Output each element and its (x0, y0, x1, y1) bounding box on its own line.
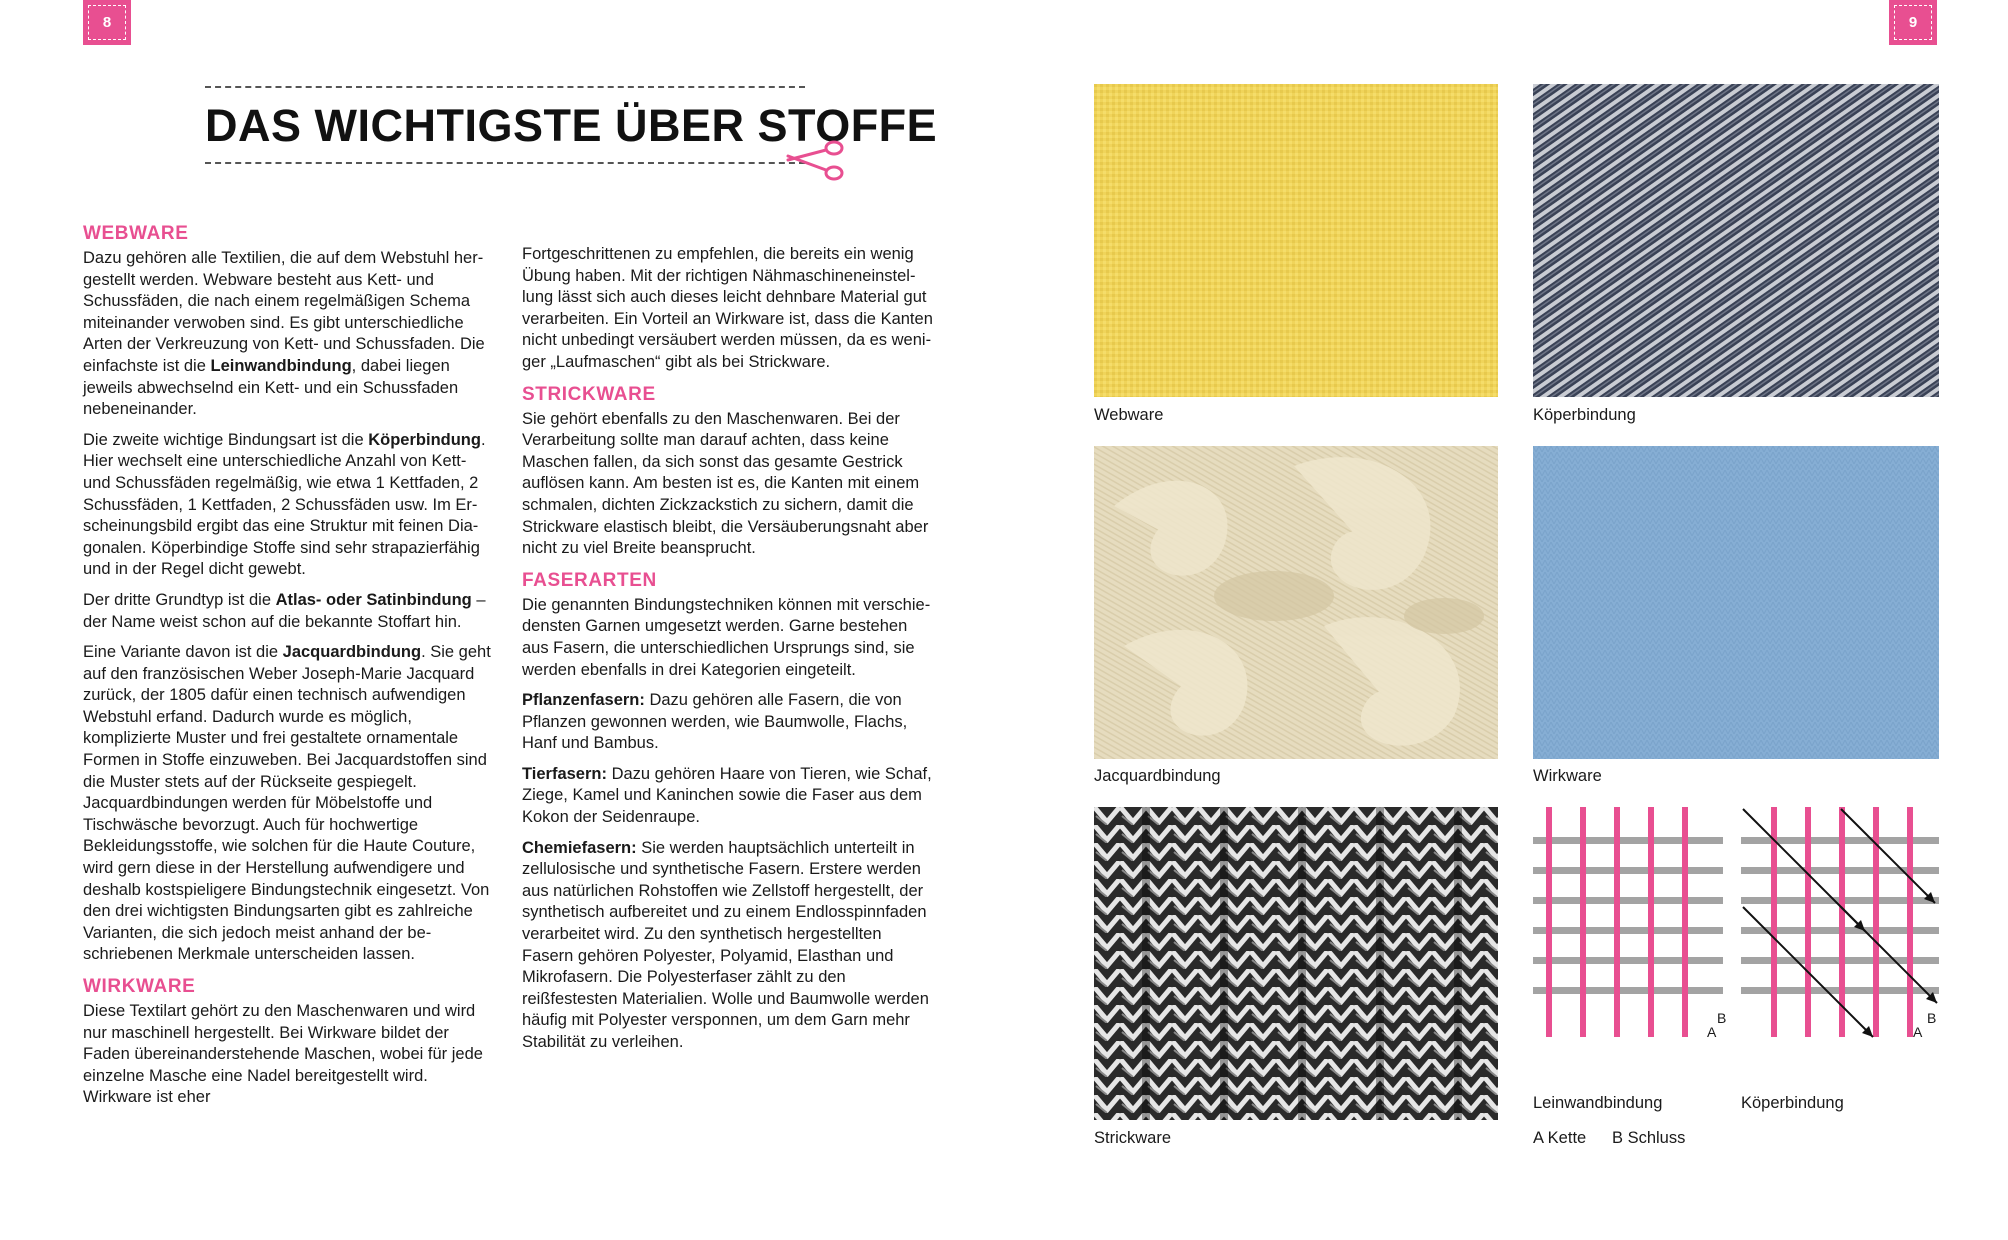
heading-webware: WEBWARE (83, 223, 189, 244)
diagram2-label-b: B (1927, 1010, 1937, 1026)
diagram2-label-a: A (1913, 1024, 1923, 1040)
page-number-right (1889, 0, 1937, 45)
webware-paragraph-4: Eine Variante davon ist die Jacquardbindung. Sie geht auf den französischen Weber Joseph-Marie Jacquard zurück, der 1805 dafür einen technisch aufwendigen Webstuhl erfand. Dadurch wurde es möglich, komplizierte Muster und frei gestaltete ornamentale Formen in Stoffe einzuweben. Bei Jacquardstoffen sind die Muster stets auf der Rückseite gespiegelt. Jacquardbindungen werden für Möbelstoffe und Tischwäsche bevorzugt. Auch für hochwertige Bekleidungsstoffe, wie solchen für die Haute Couture, wird gern diese in der Herstellung aufwendigere und deshalb kostspieligere Bindungstechnik eingesetzt. Von den drei wichtigsten Bindungsarten gibt es zahlreiche Varianten, die sich jedoch meist anhand der beschriebenen Merkmale unterscheiden lassen. (83, 643, 491, 964)
webware-paragraph-2: Die zweite wichtige Bindungsart ist die Köperbindung. Hier wechselt eine unterschiedliche Anzahl von Kett- und Schussfäden regelmäßig, wie etwa 1 Kettfaden, 2 Schussfäden, 1 Kettfaden, 2 Schussfäden usw. Im Erscheinungsbild ergibt das eine Struktur mit feinen Diagonalen. Köperbindige Stoffe sind sehr strapazierfähig und in der Regel dicht gewebt. (83, 430, 486, 579)
faserarten-pflanzenfasern: Pflanzenfasern: Dazu gehören alle Fasern, die von Pflanzen gewonnen werden, wie Baumwolle, Flachs, Hanf und Bambus. (522, 691, 908, 753)
caption-wirkware: Wirkware (1533, 767, 1602, 785)
right-text-column (522, 244, 934, 1063)
caption-jacquardbindung: Jacquardbindung (1094, 767, 1221, 785)
diagram1-label-a: A (1707, 1024, 1717, 1040)
leinwandbindung-diagram (1533, 807, 1727, 1042)
faserarten-chemiefasern: Chemiefasern: Sie werden hauptsächlich unterteilt in zellulosische und synthetische Fasern. Erstere werden aus natürlichen Rohstoffen wie Zellstoff hergestellt, der synthetisch aufbereitet und zu einem Endlosspinnfaden verarbeitet wird. Zu den synthetisch hergestellten Fasern gehören Polyester, Polyamid, Elasthan und Mikrofasern. Die Polyesterfaser zählt zu den reißfestesten Materialien. Wolle und Baumwolle werden häufig mit Polyester versponnen, um dem Garn mehr Stabilität zu verleihen. (522, 838, 929, 1051)
webware-paragraph-1: Dazu gehören alle Textilien, die auf dem Webstuhl hergestellt werden. Webware besteht aus Kett- und Schussfäden, die nach einem regelmäßigen Schema miteinander verwoben sind. Es gibt unterschiedliche Arten der Verkreuzung von Kett- und Schussfaden. Die einfachste ist die Leinwandbindung, dabei liegen jeweils abwechselnd ein Kett- und ein Schussfaden nebeneinander. (83, 249, 485, 419)
wirkware-photo (1533, 446, 1939, 759)
legend-b-schluss: B Schluss (1612, 1129, 1686, 1147)
koeperbindung-photo (1533, 84, 1939, 397)
strickware-paragraph-1: Sie gehört ebenfalls zu den Maschenwaren. Bei der Verarbeitung sollte man darauf achten, dass keine Maschen fallen, da sich sonst das gesamte Gestrick auflösen kann. Am besten ist es, die Kanten mit einem schmalen, dichten Zickzackstich zu sichern, damit die Strickware elastisch bleibt, die Versäuberungsnaht aber nicht zu viel Breite beansprucht. (522, 409, 929, 558)
caption-leinwandbindung-diagram: Leinwandbindung (1533, 1094, 1663, 1112)
scissors-icon (786, 140, 846, 184)
title-top-rule (205, 86, 805, 88)
faserarten-tierfasern: Tierfasern: Dazu gehören Haare von Tieren, wie Schaf, Ziege, Kamel und Kaninchen sowie die Faser aus dem Kokon der Seidenraupe. (522, 764, 932, 827)
caption-strickware: Strickware (1094, 1129, 1172, 1147)
webware-photo (1094, 84, 1498, 397)
wirkware-paragraph-1: Diese Textilart gehört zu den Maschenwaren und wird nur maschinell hergestellt. Bei Wirkware bildet der Faden übereinanderstehende Maschen, wobei für jede einzelne Masche eine Nadel bereitgestellt wird. Wirkware ist eher (83, 1002, 483, 1107)
page-number-left (83, 0, 131, 45)
caption-koeperbindung: Köperbindung (1533, 406, 1636, 424)
koeperbindung-diagram (1741, 807, 1939, 1042)
page-title: DAS WICHTIGSTE ÜBER STOFFE (205, 100, 938, 151)
caption-koeperbindung-diagram: Köperbindung (1741, 1094, 1844, 1112)
left-text-column (83, 218, 493, 1118)
webware-paragraph-3: Der dritte Grundtyp ist die Atlas- oder Satinbindung – der Name weist schon auf die bekannte Stoffart hin. (83, 590, 486, 631)
title-bottom-rule (205, 162, 805, 164)
heading-strickware: STRICKWARE (522, 383, 656, 405)
heading-wirkware: WIRKWARE (83, 976, 196, 997)
legend-a-kette: A Kette (1533, 1129, 1587, 1147)
wirkware-paragraph-continued: Fortgeschrittenen zu empfehlen, die bereits ein wenig Übung haben. Mit der richtigen Nähmaschineneinstellung lässt sich auch dieses leicht dehnbare Material gut verarbeiten. Ein Vorteil an Wirkware ist, dass die Kanten nicht unbedingt versäubert werden müssen, da es weniger „Laufmaschen“ gibt als bei Strickware. (522, 245, 933, 371)
caption-webware: Webware (1094, 406, 1164, 424)
page-number-left-text: 8 (88, 5, 126, 40)
diagram1-label-b: B (1717, 1010, 1727, 1026)
jacquardbindung-photo (1094, 446, 1498, 759)
faserarten-paragraph-1: Die genannten Bindungstechniken können mit verschiedensten Garnen umgesetzt werden. Garne bestehen aus Fasern, die unterschiedlichen Ursprungs sind, sie werden ebenfalls in drei Kategorien eingeteilt. (522, 595, 931, 679)
heading-faserarten: FASERARTEN (522, 569, 657, 591)
strickware-photo (1094, 807, 1498, 1120)
page-number-right-text: 9 (1894, 5, 1932, 40)
